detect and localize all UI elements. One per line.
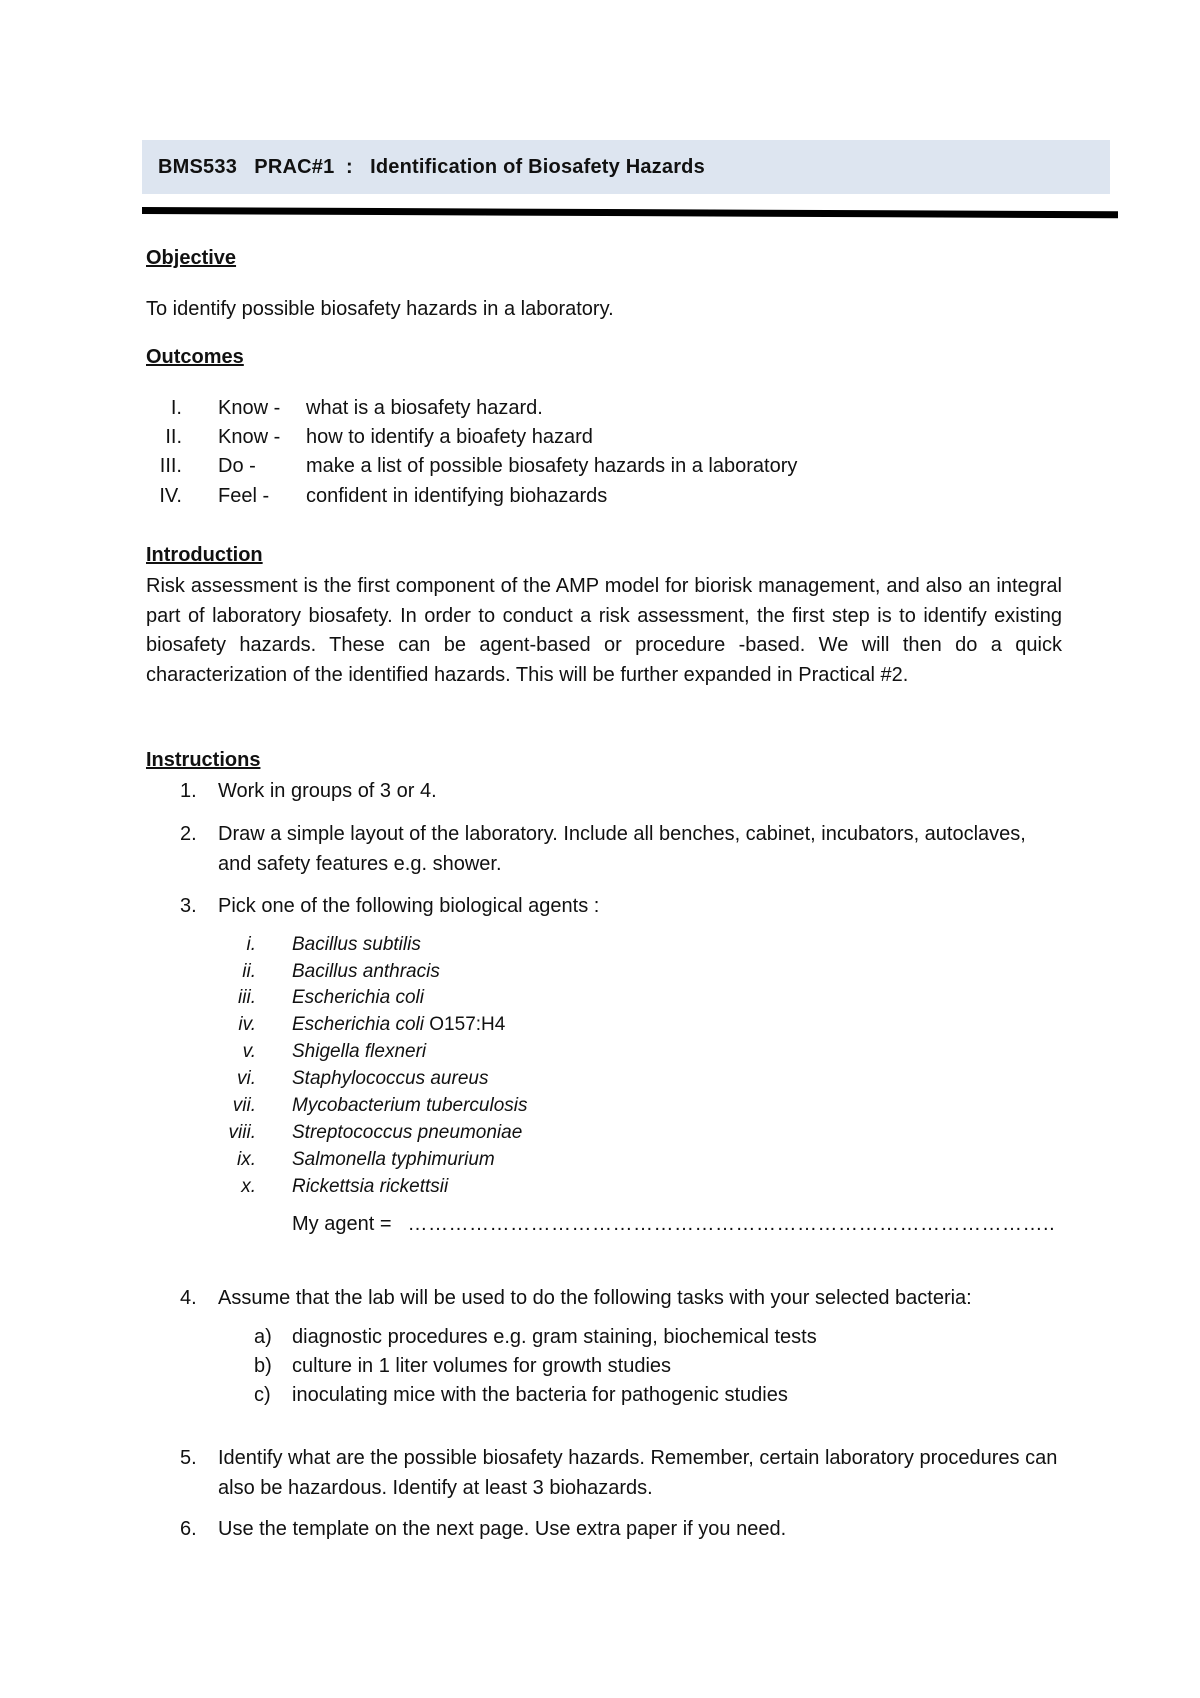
- outcome-verb: Feel -: [218, 485, 270, 507]
- agent-number: viii.: [228, 1122, 256, 1143]
- outcome-verb: Know -: [218, 397, 281, 419]
- agent-name: Streptococcus pneumoniae: [292, 1122, 523, 1143]
- introduction-text: Risk assessment is the first component of the AMP model for biorisk management, and also an integral part of laboratory biosafety. In order to conduct a risk assessment, the first step is to identify existing biosafety hazards. These can be agent-based or procedure -based. We will then do a quick characterization of the identified hazards. This will be further expanded in Practical #2.: [146, 575, 1062, 686]
- outcome-description: confident in identifying biohazards: [306, 485, 608, 507]
- outcome-number: III.: [159, 455, 182, 477]
- agent-number: vi.: [237, 1068, 256, 1089]
- instruction-text: Identify what are the possible biosafety hazards. Remember, certain laboratory procedures can also be hazardous. Identify at least 3 biohazards.: [218, 1447, 1058, 1499]
- task-letter: c): [254, 1384, 271, 1406]
- introduction-heading: Introduction: [146, 544, 263, 566]
- agent-item: [146, 1068, 1062, 1095]
- agent-number: vii.: [232, 1095, 256, 1116]
- instruction-number: 4.: [180, 1287, 197, 1309]
- outcome-number: IV.: [159, 485, 182, 507]
- outcome-verb: Know -: [218, 426, 281, 448]
- agent-name: Bacillus subtilis: [292, 934, 421, 955]
- outcome-description: what is a biosafety hazard.: [306, 397, 543, 419]
- title-separator: :: [345, 155, 353, 178]
- instruction-text: Assume that the lab will be used to do the following tasks with your selected bacteria:: [218, 1287, 972, 1309]
- task-text: culture in 1 liter volumes for growth studies: [292, 1355, 672, 1377]
- agent-number: iii.: [238, 987, 256, 1008]
- agent-name: Shigella flexneri: [292, 1041, 427, 1062]
- task-text: inoculating mice with the bacteria for pathogenic studies: [292, 1384, 788, 1406]
- outcome-item: [146, 397, 1062, 427]
- instruction-text: Draw a simple layout of the laboratory. Include all benches, cabinet, incubators, autoclaves, and safety features e.g. shower.: [218, 823, 1026, 875]
- agent-item: [146, 1041, 1062, 1068]
- my-agent-field[interactable]: [292, 1213, 1055, 1236]
- agent-strain: O157:H4: [424, 1014, 506, 1035]
- agent-name: Bacillus anthracis: [292, 961, 440, 982]
- agent-item: [146, 1176, 1062, 1203]
- agent-name: Mycobacterium tuberculosis: [292, 1095, 528, 1116]
- agent-item: [146, 1095, 1062, 1122]
- my-agent-blank[interactable]: …………………………………………………………………………………..: [407, 1213, 1056, 1235]
- agent-name: Salmonella typhimurium: [292, 1149, 495, 1170]
- agent-item: [146, 1014, 1062, 1041]
- outcome-number: II.: [165, 426, 182, 448]
- instruction-text: Use the template on the next page. Use extra paper if you need.: [218, 1518, 787, 1540]
- agent-number: v.: [242, 1041, 256, 1062]
- agent-item: [146, 961, 1062, 988]
- outcome-description: how to identify a bioafety hazard: [306, 426, 593, 448]
- instruction-text: Work in groups of 3 or 4.: [218, 780, 437, 802]
- task-item: [146, 1384, 1062, 1414]
- task-letter: b): [254, 1355, 272, 1377]
- outcome-item: [146, 455, 1062, 485]
- instruction-number: 5.: [180, 1447, 197, 1469]
- agent-item: [146, 934, 1062, 961]
- task-item: [146, 1326, 1062, 1356]
- agent-name: Escherichia coli: [292, 987, 424, 1008]
- agent-number: ix.: [237, 1149, 256, 1170]
- agent-name: Rickettsia rickettsii: [292, 1176, 449, 1197]
- agent-number: iv.: [238, 1014, 256, 1035]
- task-letter: a): [254, 1326, 272, 1348]
- instruction-text: Pick one of the following biological agents :: [218, 895, 600, 917]
- agent-number: ii.: [242, 961, 256, 982]
- agent-name: Escherichia coli: [292, 1014, 424, 1035]
- objective-text: To identify possible biosafety hazards in a laboratory.: [146, 298, 614, 320]
- instruction-number: 2.: [180, 823, 197, 845]
- my-agent-label: My agent =: [292, 1213, 392, 1235]
- course-code: BMS533: [158, 155, 238, 178]
- document-title: Identification of Biosafety Hazards: [370, 155, 705, 178]
- agent-number: x.: [241, 1176, 256, 1197]
- agent-number: i.: [246, 934, 256, 955]
- title-divider: [142, 207, 1118, 218]
- task-text: diagnostic procedures e.g. gram staining, biochemical tests: [292, 1326, 817, 1348]
- instructions-heading: Instructions: [146, 749, 261, 771]
- outcomes-heading: Outcomes: [146, 346, 244, 368]
- agent-item: [146, 987, 1062, 1014]
- instruction-number: 1.: [180, 780, 197, 802]
- outcome-number: I.: [170, 397, 182, 419]
- objective-heading: Objective: [146, 247, 237, 269]
- outcome-description: make a list of possible biosafety hazards in a laboratory: [306, 455, 798, 477]
- agent-item: [146, 1149, 1062, 1176]
- instruction-number: 3.: [180, 895, 197, 917]
- document-title-bar: [142, 140, 1110, 194]
- instruction-number: 6.: [180, 1518, 197, 1540]
- outcome-verb: Do -: [218, 455, 256, 477]
- prac-number: PRAC#1: [254, 155, 335, 178]
- outcome-item: [146, 426, 1062, 456]
- outcome-item: [146, 485, 1062, 515]
- task-item: [146, 1355, 1062, 1385]
- agent-name: Staphylococcus aureus: [292, 1068, 489, 1089]
- agent-item: [146, 1122, 1062, 1149]
